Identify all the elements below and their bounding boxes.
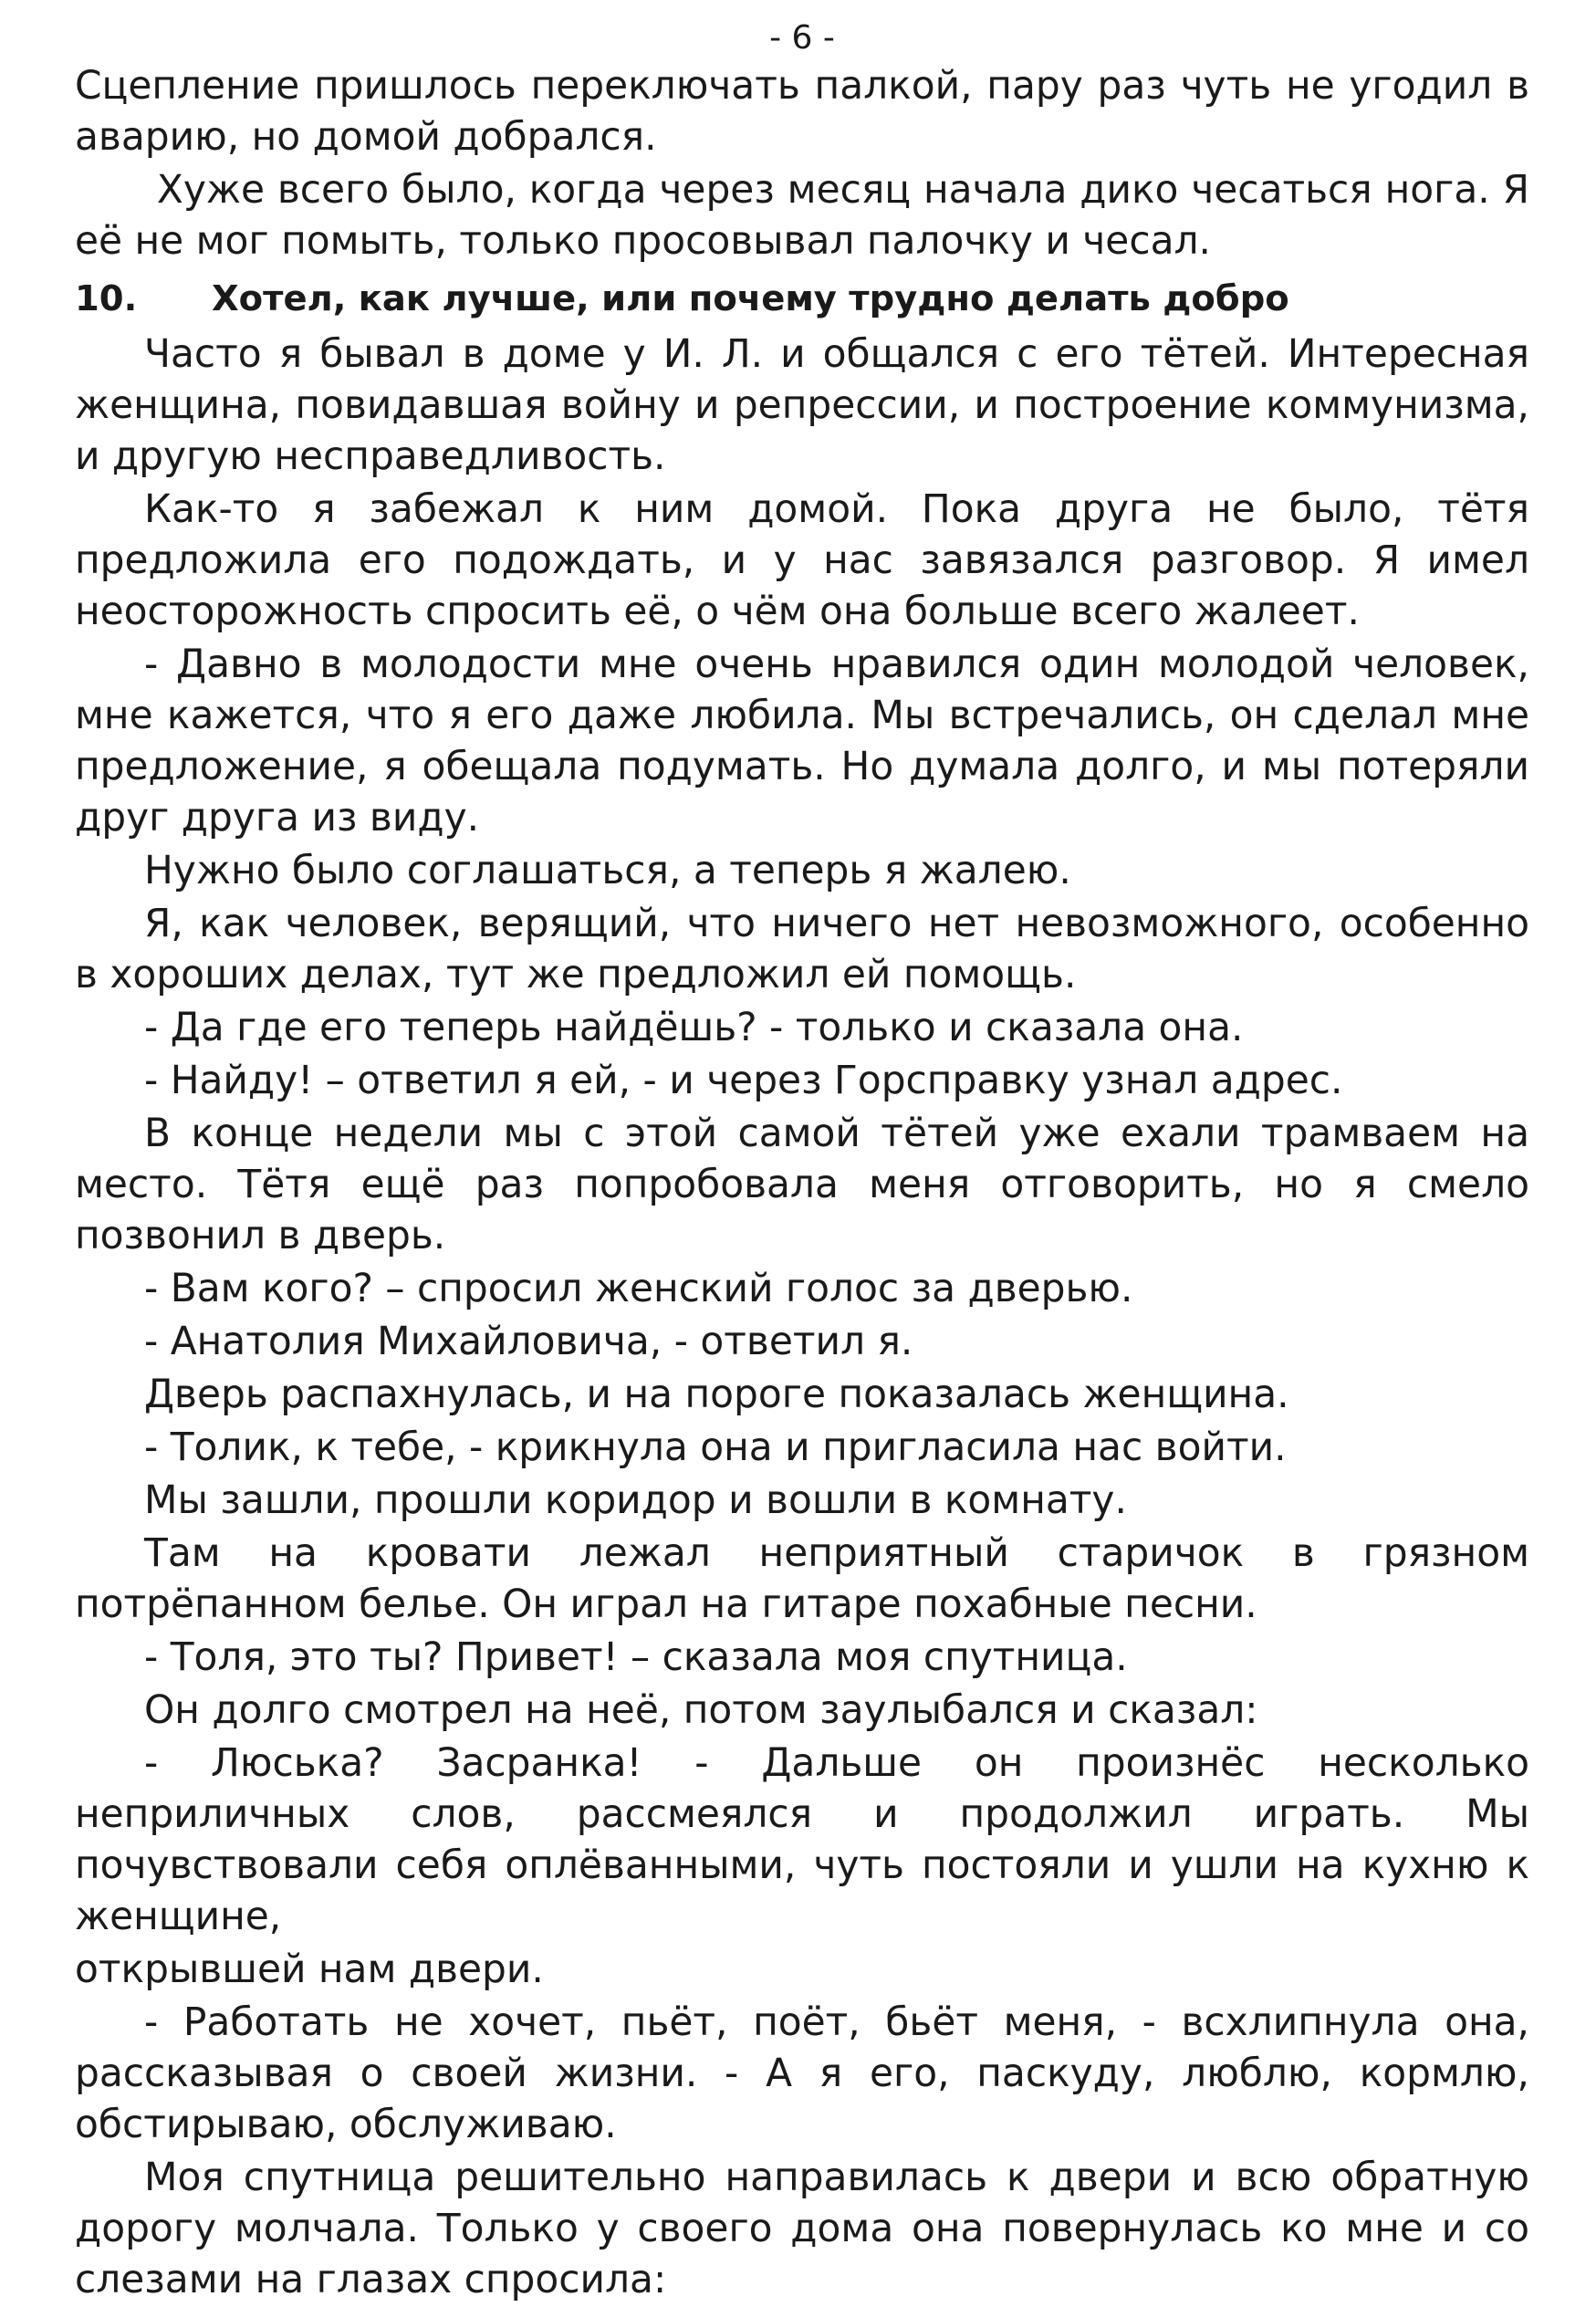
paragraph: Я, как человек, верящий, что ничего нет невозможного, особенно в хороших делах, тут же предложил ей помощь. <box>75 901 1529 997</box>
paragraph: Сцепление пришлось переключать палкой, пару раз чуть не угодил в аварию, но домой добрался. <box>75 63 1529 159</box>
paragraph: - Толик, к тебе, - крикнула она и пригласила нас войти. <box>144 1425 1287 1469</box>
paragraph: В конце недели мы с этой самой тётей уже ехали трамваем на место. Тётя ещё раз попробовала меня отговорить, но я смело позвонил в дверь. <box>75 1111 1529 1258</box>
section-heading <box>75 272 1529 327</box>
paragraph: Часто я бывал в доме у И. Л. и общался с его тётей. Интересная женщина, повидавшая войну и репрессии, и построение коммунизма, и другую несправедливость. <box>75 331 1529 478</box>
paragraph: - Толя, это ты? Привет! – сказала моя спутница. <box>144 1634 1128 1679</box>
paragraph: Хуже всего было, когда через месяц начала дико чесаться нога. Я её не мог помыть, только просовывал палочку и чесал. <box>75 167 1542 263</box>
section-title: Хотел, как лучше, или почему трудно делать добро <box>212 278 1289 319</box>
paragraph: - Найду! – ответил я ей, - и через Горсправку узнал адрес. <box>144 1058 1343 1102</box>
paragraph: - Анатолия Михайловича, - ответил я. <box>144 1319 913 1363</box>
page-number: - 6 - <box>769 19 835 57</box>
paragraph: Там на кровати лежал неприятный старичок в грязном потрёпанном белье. Он играл на гитаре похабные песни. <box>75 1530 1529 1626</box>
paragraph: Как-то я забежал к ним домой. Пока друга не было, тётя предложила его подождать, и у нас завязался разговор. Я имел неосторожность спросить её, о чём она больше всего жалеет. <box>75 486 1529 633</box>
paragraph: Моя спутница решительно направилась к двери и всю обратную дорогу молчала. Только у своего дома она повернулась ко мне и со слезами на глазах спросила: <box>75 2155 1529 2302</box>
paragraph: Мы зашли, прошли коридор и вошли в комнату. <box>144 1477 1127 1522</box>
paragraph: - Давно в молодости мне очень нравился один молодой человек, мне кажется, что я его даже любила. Мы встречались, он сделал мне предложение, я обещала подумать. Но думала долго, и мы потеряли друг друга из виду. <box>75 642 1529 840</box>
paragraph: Он долго смотрел на неё, потом заулыбался и сказал: <box>144 1687 1258 1732</box>
paragraph: Дверь распахнулась, и на пороге показалась женщина. <box>144 1372 1289 1416</box>
paragraph: Нужно было соглашаться, а теперь я жалею. <box>144 848 1071 893</box>
paragraph: - Люська? Засранка! - Дальше он произнёс несколько неприличных слов, рассмеялся и продолжил играть. Мы почувствовали себя оплёванными, чуть постояли и ушли на кухню к женщине, <box>75 1740 1529 1938</box>
section-number: 10. <box>75 278 138 319</box>
document-page <box>75 16 1542 2307</box>
paragraph: - Да где его теперь найдёшь? - только и сказала она. <box>144 1005 1244 1049</box>
paragraph: открывшей нам двери. <box>75 1947 544 1991</box>
paragraph: - Работать не хочет, пьёт, поёт, бьёт меня, - всхлипнула она, рассказывая о своей жизни. - А я его, паскуду, люблю, кормлю, обстирываю, обслуживаю. <box>75 1999 1529 2146</box>
paragraph: - Вам кого? – спросил женский голос за дверью. <box>144 1266 1133 1310</box>
